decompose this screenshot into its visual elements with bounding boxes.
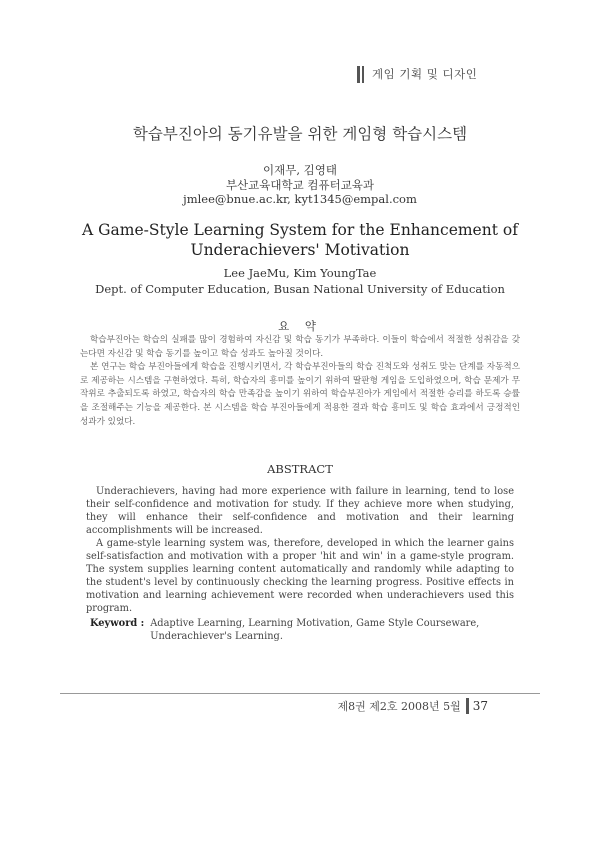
issue-info: 제8권 제2호 2008년 5월 — [337, 700, 461, 713]
footer-bar — [466, 698, 469, 714]
footer-divider — [60, 693, 540, 694]
header-bar-thin — [362, 66, 364, 83]
section-tag — [357, 64, 477, 84]
author-emails: jmlee@bnue.ac.kr, kyt1345@empal.com — [183, 192, 417, 206]
page-number: 37 — [472, 699, 488, 713]
paper-title-kr: 학습부진아의 동기유발을 위한 게임형 학습시스템 — [132, 125, 468, 143]
abstract-en-heading: ABSTRACT — [267, 462, 333, 476]
abstract-en-paragraph: A game-style learning system was, therefore, developed in which the learner gains self-satisfaction and motivation with a proper 'hit and win' in a game-style program. The system supplies learning content automatically and randomly while adapting to the student's level by continuously checking the learning progress. Positive effects in motivation and learning achievement were recorded when underachievers used this program. — [86, 538, 514, 614]
keywords-label: Keyword : — [90, 618, 145, 629]
affiliation-en: Dept. of Computer Education, Busan National University of Education — [95, 282, 505, 296]
keywords-values — [150, 617, 479, 643]
abstract-en-paragraph: Underachievers, having had more experience with failure in learning, tend to lose their self-confidence and motivation for study. If they achieve more when studying, they will enhance their self-confidence and motivation and their learning accomplishments will be increased. — [86, 486, 514, 536]
abstract-kr-heading: 요 약 — [278, 319, 322, 333]
footer — [337, 698, 488, 714]
abstract-kr-paragraph: 본 연구는 학습 부진아들에게 학습을 진행시키면서, 각 학습부진아들의 학습 진척도와 성취도 맞는 단계를 자동적으로 제공하는 시스템을 구현하였다. 특히, 학습자의 흥미를 높이기 위하여 딸판형 게임을 도입하였으며, 학습 문제가 무작위로 추출되도록 하였고, 학습자의 학습 만족감을 높이기 위하여 학습부진아가 게임에서 적절한 승리를 하도록 승률을 조절해주는 기능을 제공한다. 본 시스템을 학습 부진아들에게 적용한 결과 학습 흥미도 및 학습 효과에서 긍정적인 성과가 있었다. — [80, 362, 520, 427]
header-bar-thick — [357, 66, 360, 83]
affiliation-kr: 부산교육대학교 컴퓨터교육과 — [225, 178, 375, 192]
keywords-line: Adaptive Learning, Learning Motivation, Game Style Courseware, — [150, 618, 480, 629]
authors-en: Lee JaeMu, Kim YoungTae — [223, 266, 377, 280]
keywords — [90, 617, 479, 643]
abstract-en — [86, 485, 514, 615]
paper-title-en: A Game-Style Learning System for the Enhancement of Underachievers' Motivation — [82, 221, 518, 259]
authors-kr: 이재무, 김영태 — [263, 163, 337, 177]
keywords-line: Underachiever's Learning. — [150, 631, 283, 642]
abstract-kr — [80, 334, 520, 429]
abstract-kr-paragraph: 학습부진아는 학습의 실패를 많이 경험하여 자신감 및 학습 동기가 부족하다. 이들이 학습에서 적절한 성취감을 갖는다면 자신감 및 학습 동기를 높이고 학습 성과도 높아질 것이다. — [80, 335, 520, 359]
section-tag-label: 게임 기획 및 디자인 — [372, 67, 478, 81]
